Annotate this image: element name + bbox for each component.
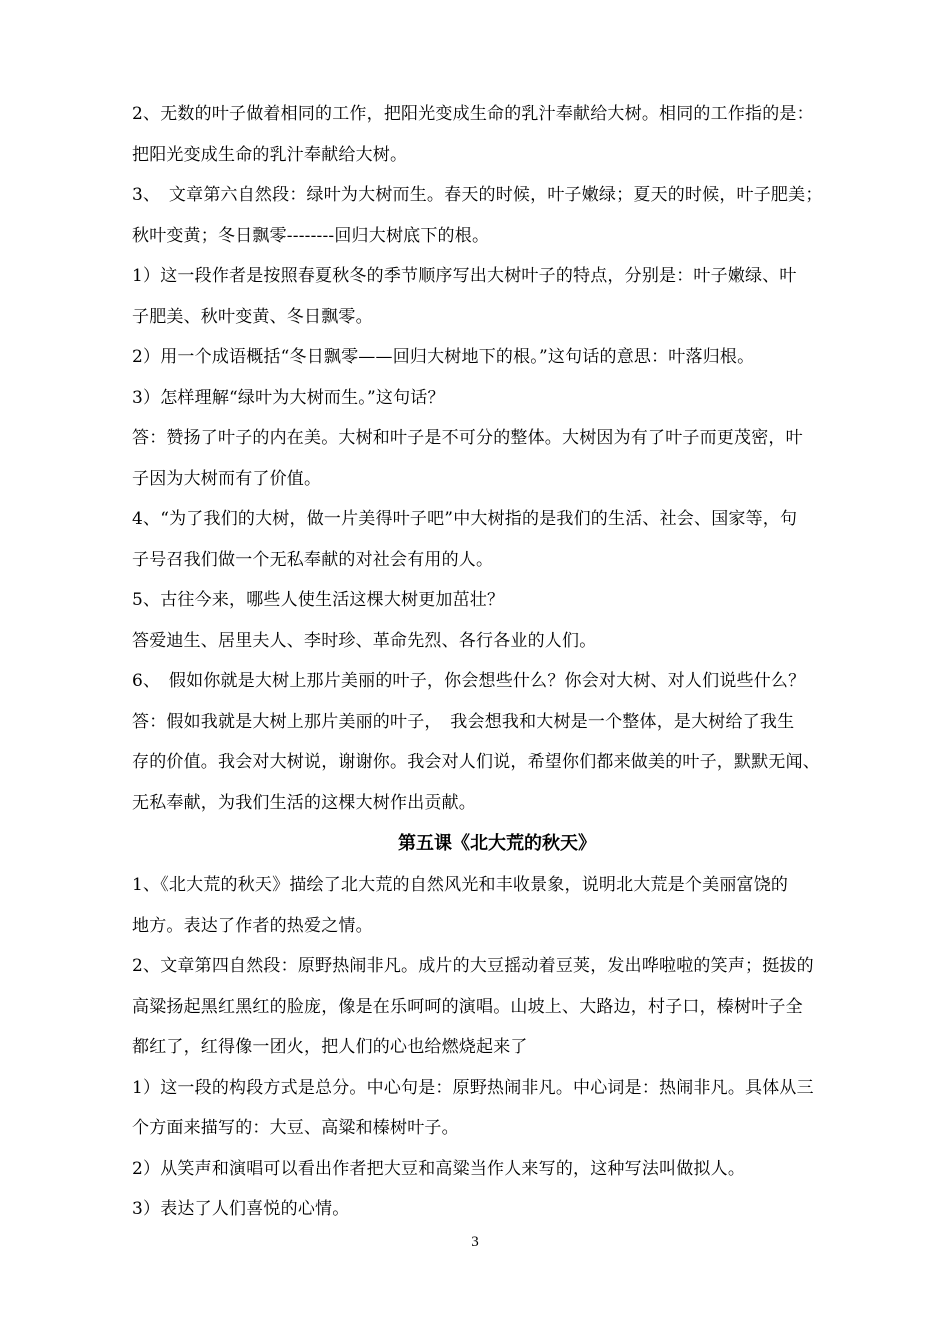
text-line: 子肥美、秋叶变黄、冬日飘零。 [132,306,373,327]
text-line: 1）这一段作者是按照春夏秋冬的季节顺序写出大树叶子的特点，分别是：叶子嫩绿、叶 [132,266,797,286]
page-number: 3 [471,1234,479,1250]
text-line: 6、 假如你就是大树上那片美丽的叶子，你会想些什么？你会对大树、对人们说些什么？ [132,671,806,691]
text-line: 地方。表达了作者的热爱之情。 [132,915,373,936]
text-line: 秋叶变黄；冬日飘零--------回归大树底下的根。 [132,225,490,246]
text-line: 个方面来描写的：大豆、高粱和榛树叶子。 [132,1118,459,1138]
text-line: 把阳光变成生命的乳汁奉献给大树。 [132,144,408,165]
text-line: 3、 文章第六自然段：绿叶为大树而生。春天的时候，叶子嫩绿；夏天的时候，叶子肥美； [132,185,823,205]
text-line: 子号召我们做一个无私奉献的对社会有用的人。 [132,549,494,570]
text-line: 3）表达了人们喜悦的心情。 [132,1199,350,1219]
text-line: 答：假如我就是大树上那片美丽的叶子， 我会想我和大树是一个整体，是大树给了我生 [132,711,795,732]
text-line: 3）怎样理解“绿叶为大树而生。”这句话？ [132,387,445,408]
text-line: 1）这一段的构段方式是总分。中心句是：原野热闹非凡。中心词是：热闹非凡。具体从三 [132,1077,814,1098]
text-line: 子因为大树而有了价值。 [132,468,322,489]
text-line: 答：赞扬了叶子的内在美。大树和叶子是不可分的整体。大树因为有了叶子而更茂密，叶 [132,428,803,448]
section-title: 第五课《北大荒的秋天》 [398,833,596,854]
text-line: 无私奉献，为我们生活的这棵大树作出贡献。 [132,792,476,813]
text-line: 2）从笑声和演唱可以看出作者把大豆和高粱当作人来写的，这种写法叫做拟人。 [132,1158,746,1179]
text-line: 5、古往今来，哪些人使生活这棵大树更加茁壮？ [132,590,505,610]
text-line: 存的价值。我会对大树说，谢谢你。我会对人们说，希望你们都来做美的叶子，默默无闻、 [132,752,820,772]
page-content [132,94,862,1230]
text-line: 答爱迪生、居里夫人、李时珍、革命先烈、各行各业的人们。 [132,630,597,651]
text-line: 2、文章第四自然段：原野热闹非凡。成片的大豆摇动着豆荚，发出哗啦啦的笑声；挺拔的 [132,956,814,976]
text-line: 4、“为了我们的大树，做一片美得叶子吧”中大树指的是我们的生活、社会、国家等，句 [132,509,798,529]
text-line: 2）用一个成语概括“冬日飘零——回归大树地下的根。”这句话的意思：叶落归根。 [132,347,755,367]
text-line: 高粱扬起黑红黑红的脸庞，像是在乐呵呵的演唱。山坡上、大路边，村子口，榛树叶子全 [132,996,803,1017]
text-line: 都红了，红得像一团火，把人们的心也给燃烧起来了 [132,1037,528,1057]
text-line: 1、《北大荒的秋天》描绘了北大荒的自然风光和丰收景象，说明北大荒是个美丽富饶的 [132,875,789,895]
text-line: 2、无数的叶子做着相同的工作，把阳光变成生命的乳汁奉献给大树。相同的工作指的是： [132,104,814,124]
